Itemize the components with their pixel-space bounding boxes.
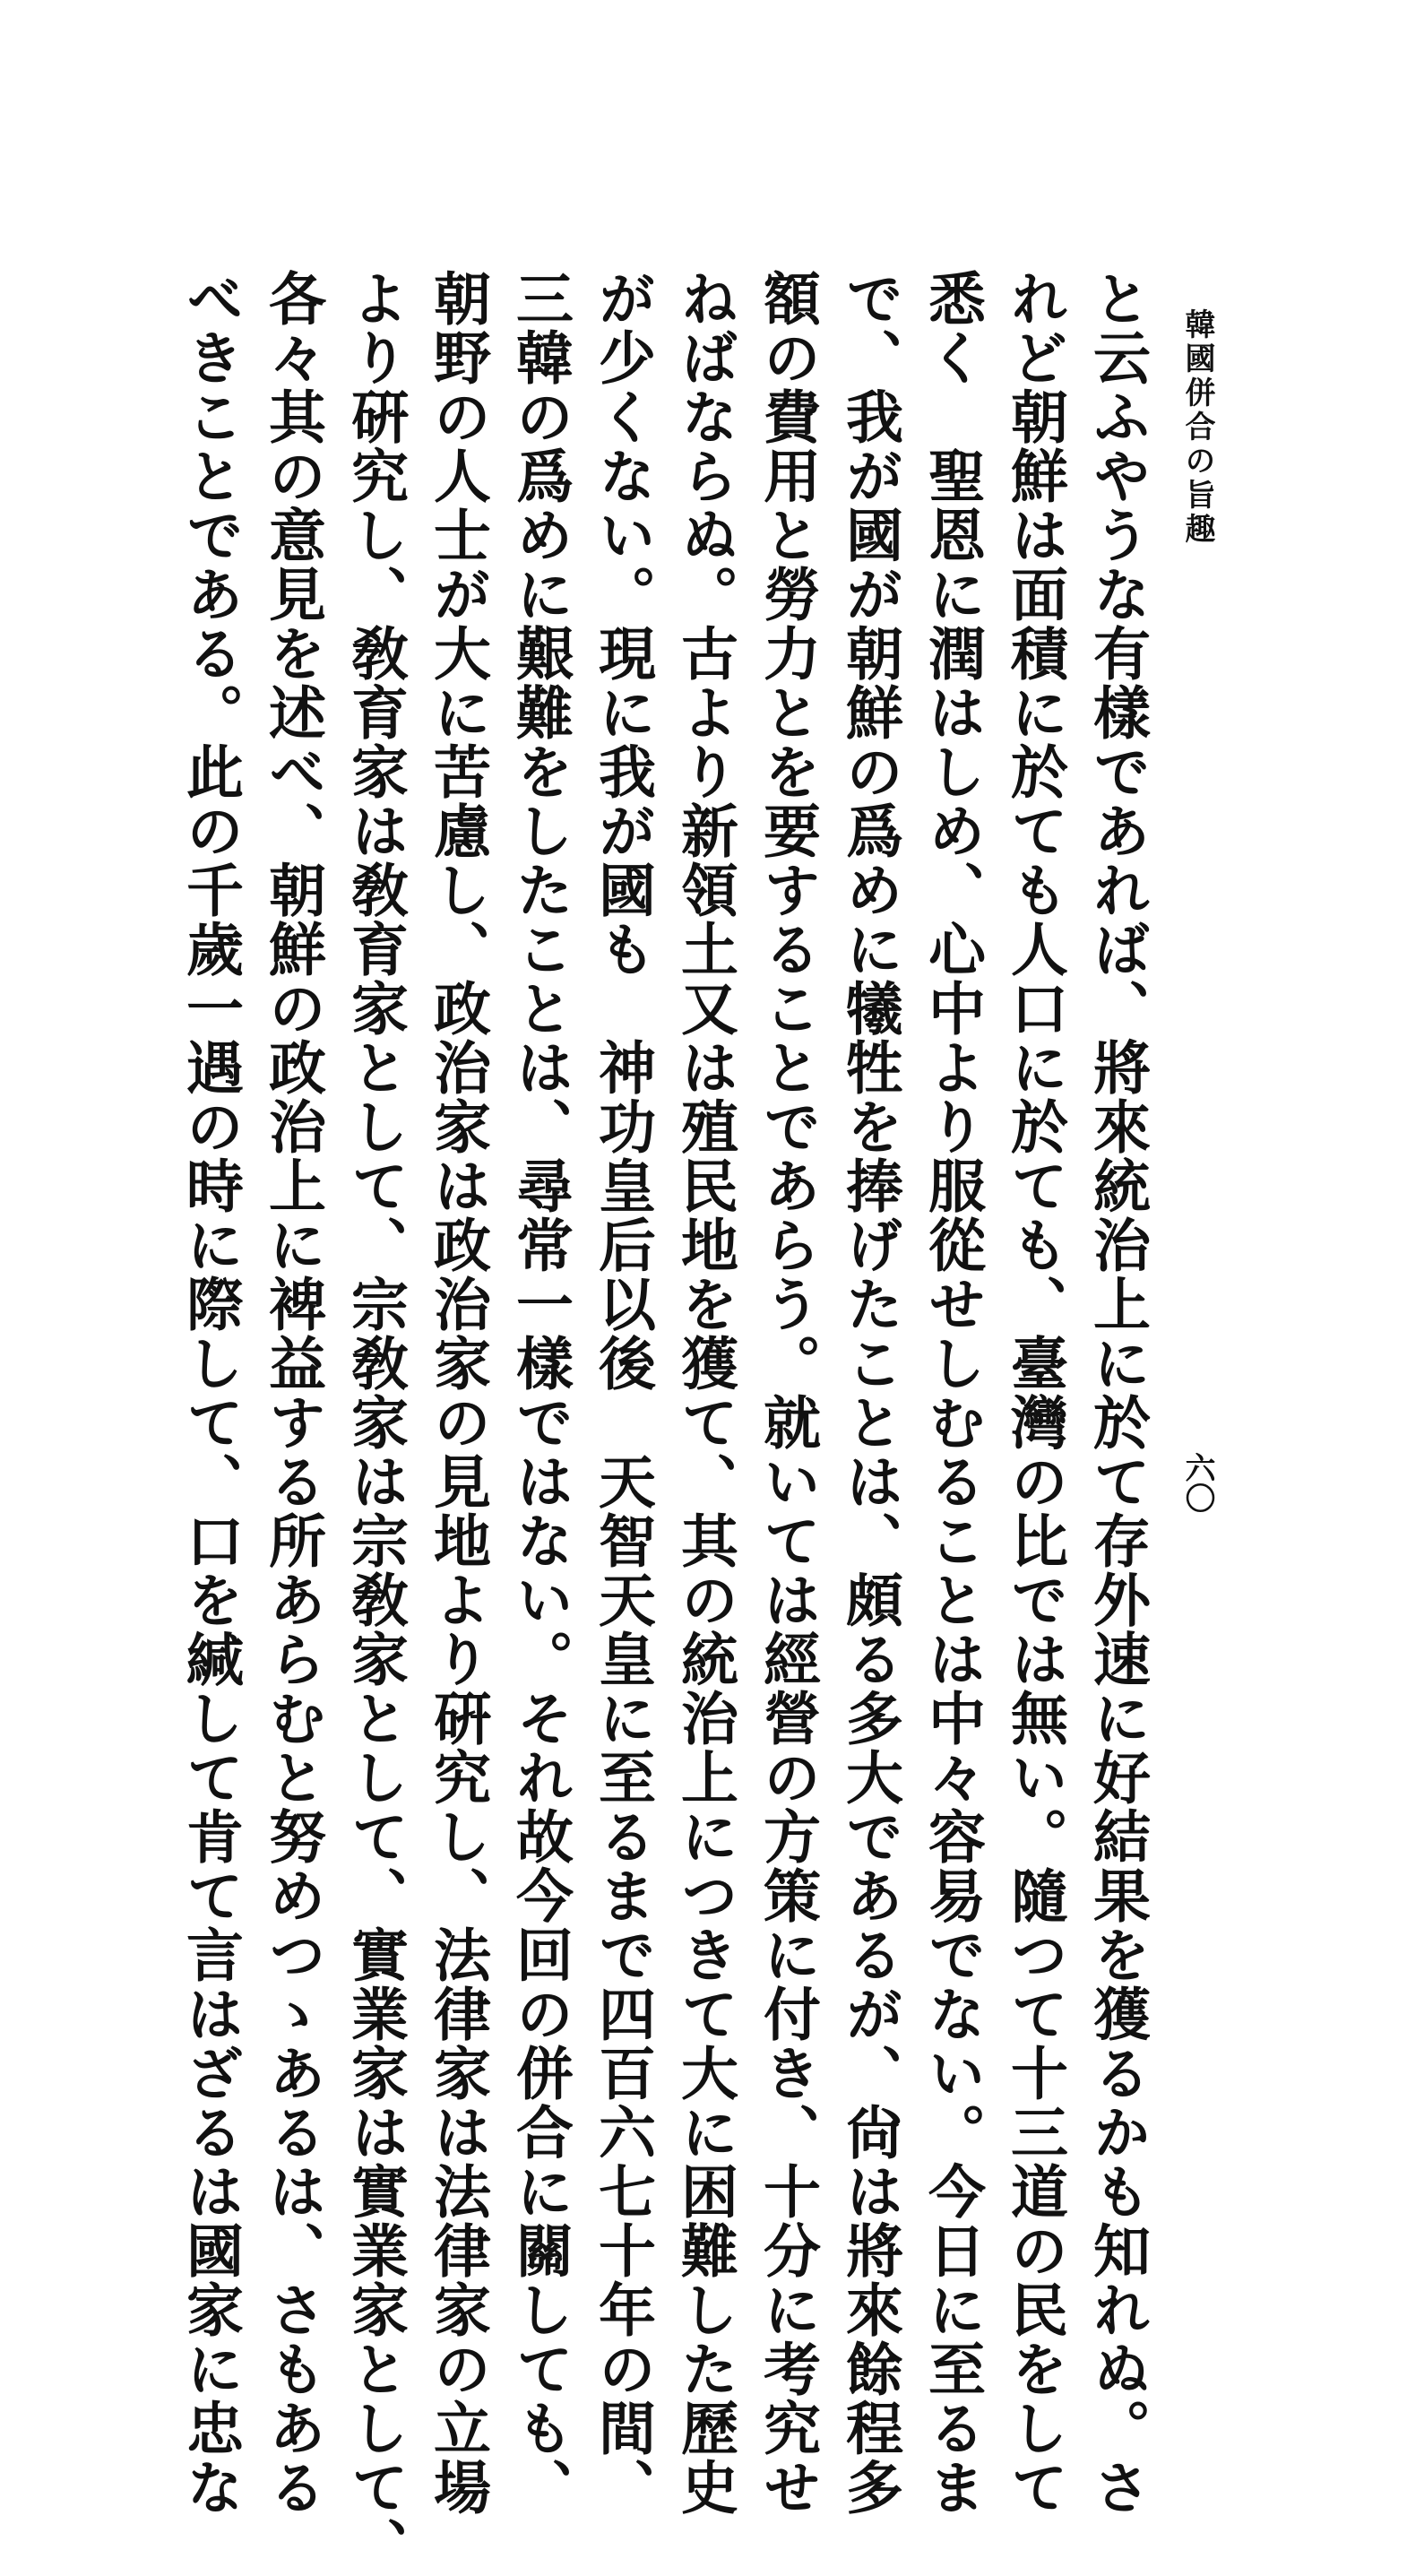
- text-column-7: が少くない。現に我が國も 神功皇后以後 天智天皇に至るまで四百六七十年の間、: [589, 269, 656, 2517]
- text-column-11: 各々其の意見を述べ、朝鮮の政治上に裨益する所あらむと努めつゝあるは、さもある: [259, 269, 326, 2517]
- running-title: 韓國併合の旨趣: [1179, 308, 1215, 547]
- text-column-12: べきことである。此の千歲一遇の時に際して、口を緘して肯て言はざるは國家に忠な: [177, 269, 244, 2517]
- text-column-5: 額の費用と勞力とを要することであらう。就いては經營の方策に付き、十分に考究せ: [754, 269, 821, 2517]
- text-column-4: で、我が國が朝鮮の爲めに犧牲を捧げたことは、頗る多大であるが、尙は將來餘程多: [836, 269, 903, 2517]
- page-number: 六〇: [1179, 1452, 1215, 1513]
- text-column-1: と云ふやうな有樣であれば、將來統治上に於て存外速に好結果を獲るかも知れぬ。さ: [1083, 269, 1151, 2517]
- text-column-3: 悉く 聖恩に潤はしめ、心中より服從せしむることは中々容易でない。今日に至るま: [919, 269, 986, 2517]
- text-column-6: ねばならぬ。古より新領土又は殖民地を獲て、其の統治上につきて大に困難した歷史: [671, 269, 738, 2517]
- text-column-2: れど朝鮮は面積に於ても人口に於ても、臺灣の比では無い。隨つて十三道の民をして: [1001, 269, 1068, 2517]
- text-column-9: 朝野の人士が大に苦慮し、政治家は政治家の見地より硏究し、法律家は法律家の立場: [424, 269, 491, 2517]
- text-column-8: 三韓の爲めに艱難をしたことは、尋常一樣ではない。それ故今回の併合に關しても、: [506, 269, 574, 2517]
- body-text: [177, 269, 1158, 2576]
- text-column-10: より硏究し、敎育家は敎育家として、宗敎家は宗敎家として、實業家は實業家として、: [341, 269, 409, 2576]
